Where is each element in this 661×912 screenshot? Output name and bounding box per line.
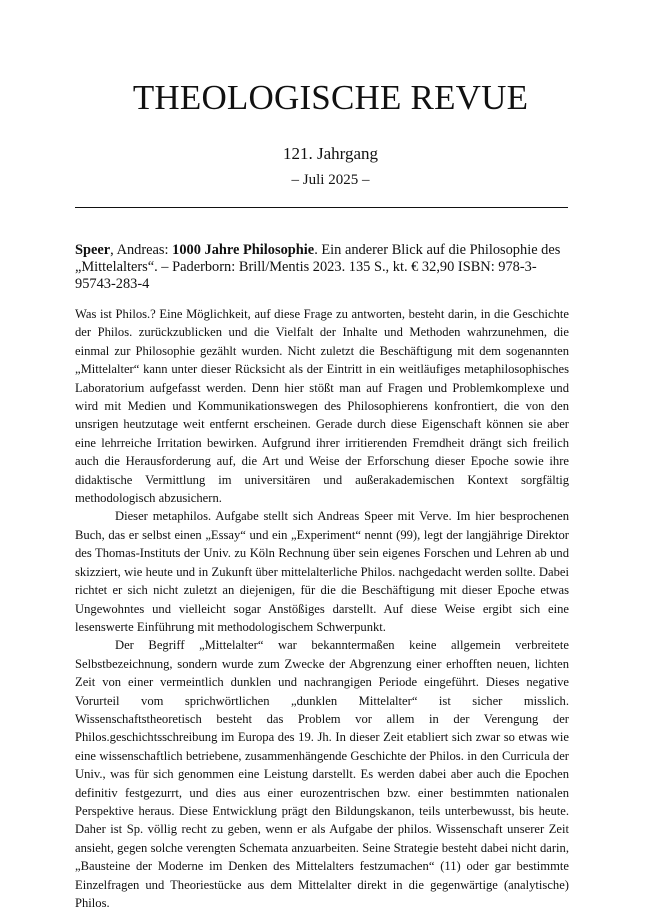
paragraph: Dieser metaphilos. Aufgabe stellt sich Andreas Speer mit Verve. Im hier besprochenen Buch, das er selbst einen „Essay“ und ein „Experiment“ nennt (99), legt der langjährige Direktor des Thomas-Instituts der Univ. zu Köln Rechnung über sein eigenes Forschen und Lehren ab und skizziert, wie heute und in Zukunft über mittelalterliche Philos. nachgedacht werden sollte. Dabei richtet er sich nicht zuletzt an diejenigen, für die die Beschäftigung mit dieser Epoche etwas Ungewohntes und vielleicht sogar Anstößiges darstellt. Auf diese Weise ergibt sich eine lesenswerte Einführung mit methodologischem Schwerpunkt.	[75, 509, 569, 634]
author-given-name: , Andreas:	[110, 242, 173, 258]
paragraph: Was ist Philos.? Eine Möglichkeit, auf diese Frage zu antworten, besteht darin, in die Geschichte der Philos. zurückzublicken und die Vielfalt der Inhalte und Methoden wahrzunehmen, die einmal zur Philosophie gezählt wurden. Nicht zuletzt die Beschäftigung mit dem sogenannten „Mittelalter“ kann unter dieser Rücksicht als der Eintritt in ein weitläufiges metaphilosophisches Laboratorium aufgefasst werden. Denn hier stößt man auf Fragen und Problemkomplexe und wird mit Medien und Kommunikationswegen des Philosophierens konfrontiert, die von den unsrigen heutzutage weit entfernt erscheinen. Gerade durch diese Eigenschaft können sie aber eine lehrreiche Irritation bewirken. Aufgrund ihrer irritierenden Fremdheit drängt sich freilich auch die Herausforderung auf, die Art und Weise der Erforschung dieser Epoche sowie ihre didaktische Vermittlung im universitären und außerakademischen Kontext sorgfältig methodologisch abzusichern.	[75, 307, 569, 506]
paragraph: Der Begriff „Mittelalter“ war bekanntermaßen keine allgemein verbreitete Selbstbezeichnung, sondern wurde zum Zwecke der Abgrenzung einer erhofften neuen, lichten Zeit von einer vermeintlich dunklen und nachrangigen Periode eingeführt. Dieses negative Vorurteil vom sprichwörtlichen „dunklen Mittelalter“ ist sicher misslich. Wissenschaftstheoretisch besteht das Problem vor allem in der Verengung der Philos.geschichtsschreibung im Europa des 19. Jh. In dieser Zeit etabliert sich zwar so etwas wie eine wissenschaftlich betriebene, zusammenhängende Geschichte der Philos. in den Curricula der Univ., was für sich genommen eine Leistung darstellt. Es werden dabei aber auch die Epochen definitiv festgezurrt, und dies aus einer eurozentrischen bzw. einer bestimmten nationalen Perspektive heraus. Diese Entwicklung prägt den Bildungskanon, teils unterbewusst, bis heute. Daher ist Sp. völlig recht zu geben, wenn er als Aufgabe der philos. Wissenschaft unserer Zeit ansieht, gegen solche verengten Schemata anzuarbeiten. Seine Strategie besteht dabei nicht darin, „Bausteine der Moderne im Denken des Mittelalters festzumachen“ (11) oder gar bestimmte Einzelfragen und Theoriestücke aus dem Mittelalter direkt in die gegenwärtige (analytische) Philos.	[75, 638, 569, 910]
issue-date: – Juli 2025 –	[291, 172, 370, 188]
review-body	[75, 305, 569, 912]
header-divider	[75, 207, 568, 208]
author-surname: Speer	[75, 242, 111, 258]
volume-label: 121. Jahrgang	[282, 144, 379, 163]
book-citation	[75, 242, 569, 293]
journal-title: THEOLOGISCHE REVUE	[132, 78, 529, 117]
book-details: . Ein anderer Blick auf die Philosophie des „Mittelalters“. – Paderborn: Brill/Mentis 2023. 135 S., kt. € 32,90 ISBN: 978-3-95743-283-4	[75, 242, 561, 292]
book-title: 1000 Jahre Philosophie	[172, 242, 315, 258]
